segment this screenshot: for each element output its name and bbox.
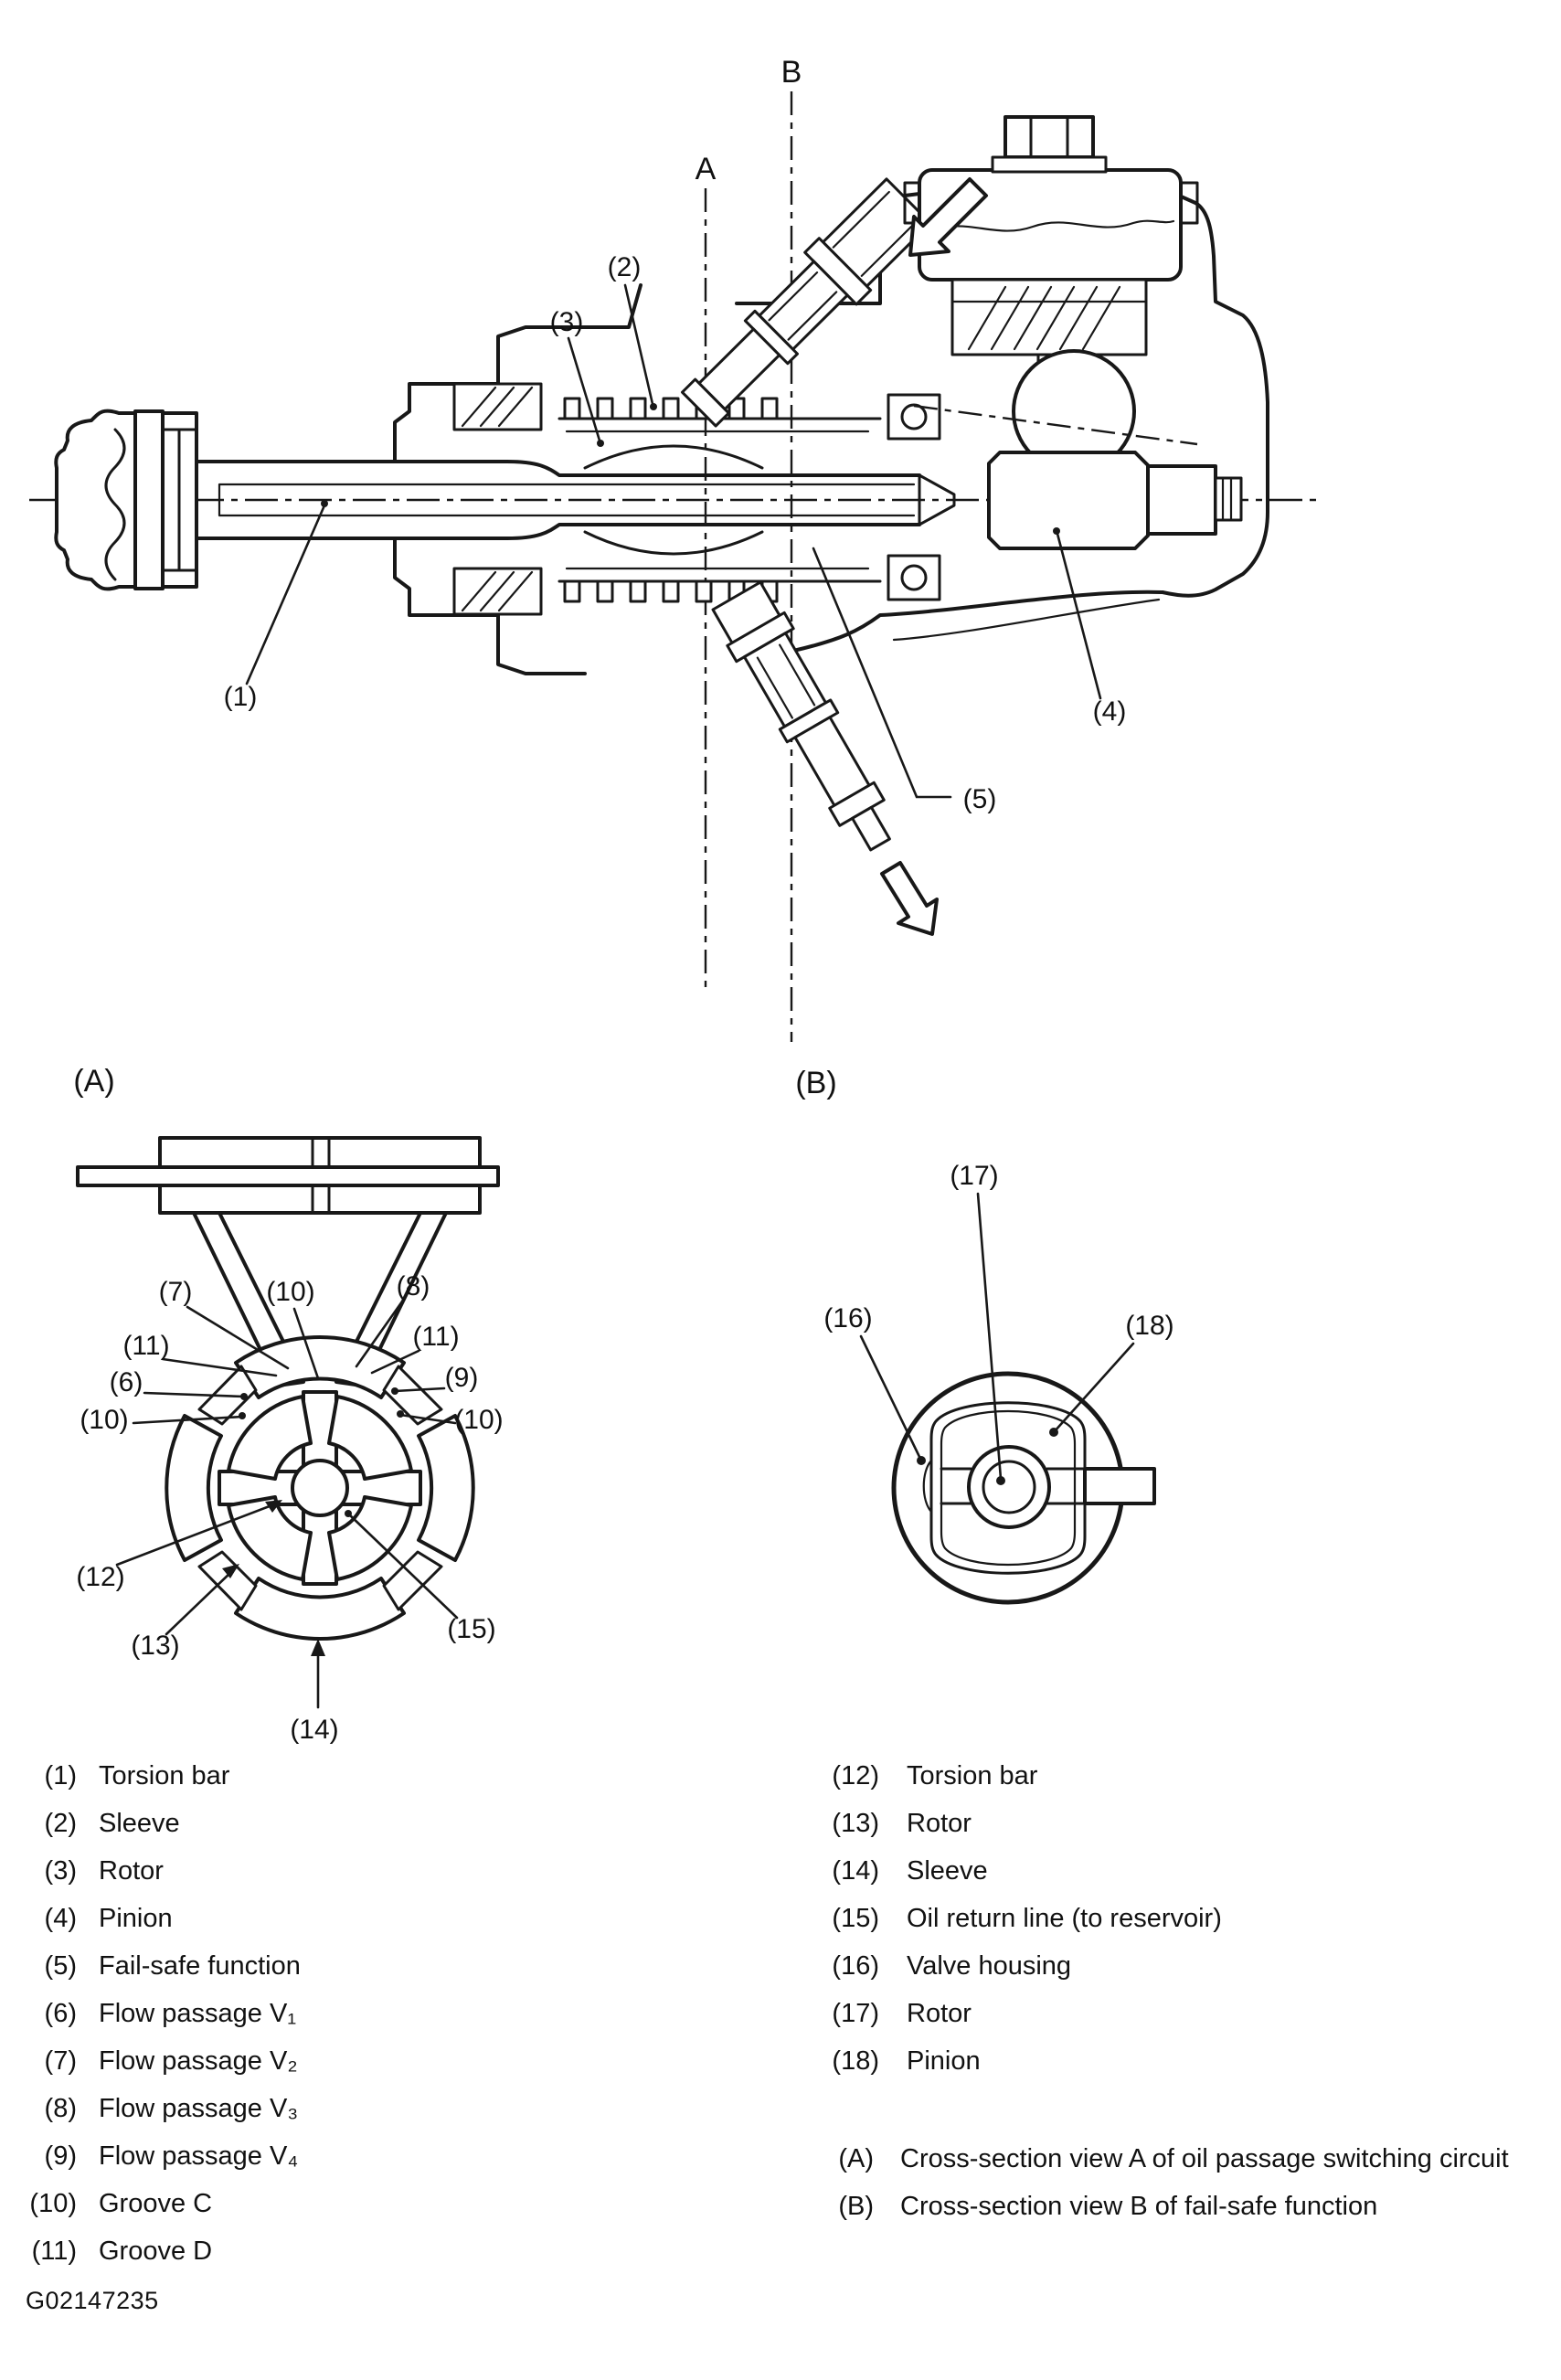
legend-item: (16) Valve housing	[832, 1951, 1072, 1981]
outlet-flow-arrow-icon	[882, 863, 937, 934]
main-callout-leaders	[247, 285, 1100, 797]
legend-item: (3) Rotor	[44, 1856, 164, 1886]
housing-top-left	[395, 285, 641, 462]
adjuster-bolt	[1005, 117, 1093, 157]
callout-11-right-label: (11)	[412, 1322, 460, 1352]
shaft-collar	[135, 411, 163, 589]
legend-item: (8) Flow passage V₃	[44, 2094, 299, 2123]
legend-item: (13) Rotor	[832, 1809, 972, 1838]
callout-11-left-label: (11)	[122, 1331, 170, 1361]
legend-item: (10) Groove C	[29, 2189, 213, 2218]
fail-safe-valve-pipe	[708, 579, 908, 861]
torsion-bar-hole	[292, 1461, 347, 1515]
callout-1-label: (1)	[223, 682, 258, 712]
bearing-block-top-right	[888, 395, 940, 439]
legend-item: (17) Rotor	[832, 1999, 972, 2028]
pinion-stub	[1148, 466, 1216, 534]
view-a-title: (A)	[73, 1064, 115, 1099]
legend-item: (1) Torsion bar	[44, 1761, 230, 1790]
callout-10-left-label: (10)	[80, 1405, 129, 1435]
bearing-block-top-left	[454, 384, 541, 430]
callout-4-label: (4)	[1092, 696, 1127, 727]
legend-item: (18) Pinion	[832, 2046, 981, 2076]
pinion-body	[989, 452, 1148, 548]
bolt-washer	[993, 157, 1106, 172]
callout-2-label: (2)	[607, 252, 642, 282]
callout-16-label: (16)	[823, 1303, 873, 1333]
section-label-a: A	[695, 152, 717, 186]
legend-view-item: (A) Cross-section view A of oil passage switching circuit	[838, 2144, 1509, 2173]
housing-bottom-right	[793, 592, 1163, 651]
figure-code: G02147235	[26, 2287, 159, 2314]
bearing-block-bottom-left	[454, 568, 541, 614]
legend-item: (5) Fail-safe function	[44, 1951, 301, 1981]
callout-6-label: (6)	[109, 1367, 143, 1397]
legend-item: (12) Torsion bar	[832, 1761, 1038, 1790]
legend-item: (4) Pinion	[44, 1904, 173, 1933]
callout-12-label: (12)	[76, 1562, 125, 1592]
bearing-block-bottom-right	[888, 556, 940, 600]
legend-item: (7) Flow passage V₂	[44, 2046, 298, 2076]
view-b-drawing	[795, 1066, 1173, 1602]
legend-view-item: (B) Cross-section view B of fail-safe function	[838, 2192, 1378, 2221]
legend-item: (6) Flow passage V₁	[44, 1999, 297, 2028]
callout-17-label: (17)	[950, 1161, 999, 1191]
view-b-title: (B)	[795, 1066, 837, 1100]
callout-15-label: (15)	[447, 1614, 496, 1644]
callout-14-label: (14)	[290, 1715, 339, 1745]
legend-item: (9) Flow passage V₄	[44, 2141, 299, 2171]
pinion-thread	[1216, 478, 1241, 520]
sleeve-teeth-top	[565, 398, 777, 419]
callout-7-label: (7)	[158, 1277, 193, 1307]
legend-item: (2) Sleeve	[44, 1809, 180, 1838]
callout-10-right-label: (10)	[454, 1405, 504, 1435]
input-shaft-boot	[56, 411, 196, 590]
main-cross-section	[29, 55, 1323, 1042]
callout-10-top-label: (10)	[266, 1277, 315, 1307]
callout-5-label: (5)	[962, 784, 997, 814]
section-label-b: B	[780, 55, 802, 90]
callout-8-label: (8)	[396, 1271, 430, 1302]
callout-3-label: (3)	[549, 307, 584, 337]
legend-item: (14) Sleeve	[832, 1856, 988, 1886]
housing-bottom-inner	[894, 600, 1159, 640]
rotor-ring	[969, 1447, 1049, 1527]
view-a-drawing	[73, 1064, 503, 1745]
legend-item: (11) Groove D	[31, 2237, 213, 2266]
callout-9-label: (9)	[444, 1363, 479, 1393]
legend-item: (15) Oil return line (to reservoir)	[832, 1904, 1222, 1933]
side-stub	[1085, 1469, 1154, 1503]
callout-13-label: (13)	[131, 1631, 180, 1661]
rack-bar	[78, 1167, 498, 1185]
callout-18-label: (18)	[1125, 1311, 1174, 1341]
